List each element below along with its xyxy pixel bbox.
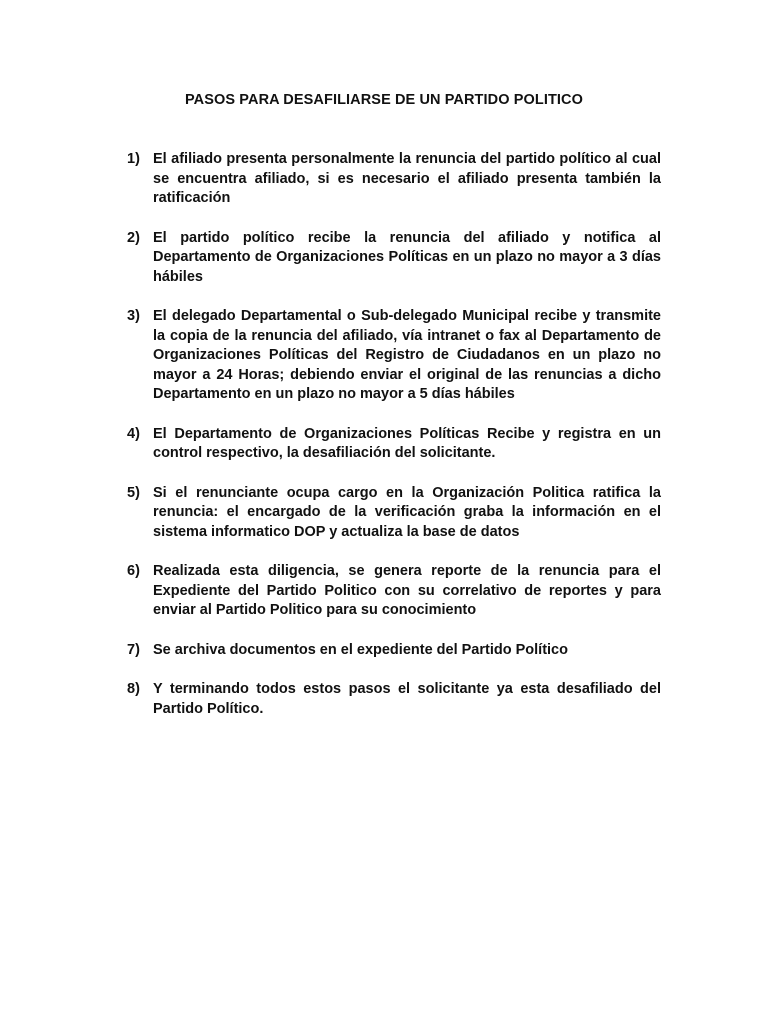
step-text: Se archiva documentos en el expediente del Partido Político — [153, 641, 568, 658]
list-item-step-7 — [127, 641, 661, 661]
document-title: PASOS PARA DESAFILIARSE DE UN PARTIDO POLITICO — [184, 92, 583, 108]
step-text: El afiliado presenta personalmente la renuncia del partido político al cual se encuentra afiliado, si es necesario el afiliado presenta también la ratificación — [153, 151, 661, 206]
step-number: 2) — [127, 229, 140, 246]
step-number: 4) — [127, 425, 140, 442]
step-number: 3) — [127, 308, 140, 324]
step-text: El delegado Departamental o Sub-delegado Municipal recibe y transmite la copia de la renuncia del afiliado, vía intranet o fax al Departamento de Organizaciones Políticas del Registro de Ciudadanos en un plazo no mayor a 24 Horas; debiendo enviar el original de las renuncias a dicho Departamento en un plazo no mayor a 5 días hábiles — [153, 308, 661, 402]
step-number: 8) — [127, 681, 140, 697]
step-number: 6) — [127, 563, 140, 579]
list-item-step-2 — [127, 229, 661, 288]
list-item-step-4 — [127, 425, 661, 464]
list-item-step-8 — [127, 680, 661, 719]
list-item-step-5 — [127, 484, 661, 543]
step-text: Si el renunciante ocupa cargo en la Organización Politica ratifica la renuncia: el encargado de la verificación graba la información en el sistema informatico DOP y actualiza la base de datos — [153, 484, 661, 540]
steps-list — [127, 150, 661, 739]
step-number: 1) — [127, 151, 140, 167]
list-item-step-1 — [127, 150, 661, 209]
list-item-step-6 — [127, 562, 661, 621]
step-text: Realizada esta diligencia, se genera reporte de la renuncia para el Expediente del Partido Politico con su correlativo de reportes y para enviar al Partido Politico para su conocimiento — [153, 563, 661, 618]
step-number: 7) — [127, 641, 140, 658]
step-number: 5) — [127, 484, 140, 501]
step-text: El Departamento de Organizaciones Políticas Recibe y registra en un control respectivo, la desafiliación del solicitante. — [153, 425, 661, 461]
list-item-step-3 — [127, 307, 661, 405]
step-text: El partido político recibe la renuncia del afiliado y notifica al Departamento de Organizaciones Políticas en un plazo no mayor a 3 días hábiles — [153, 229, 661, 285]
step-text: Y terminando todos estos pasos el solicitante ya esta desafiliado del Partido Político. — [153, 681, 661, 717]
